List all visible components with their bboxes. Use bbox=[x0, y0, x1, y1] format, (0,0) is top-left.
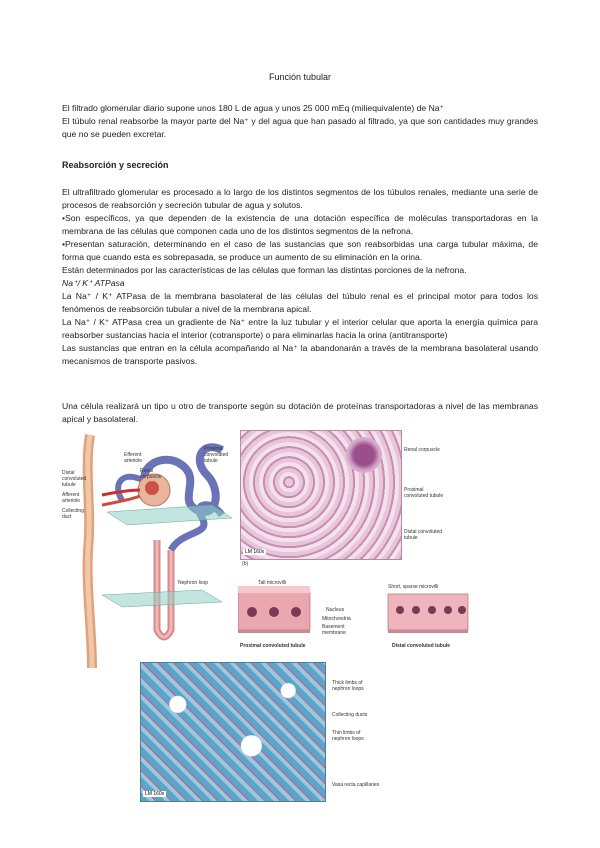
cell-diagrams bbox=[238, 580, 478, 640]
medulla-label-thick: Thick limbs of nephron loops bbox=[332, 680, 364, 692]
section-heading: Reabsorción y secreción bbox=[62, 160, 169, 170]
micrograph-b-scale: LM 160x bbox=[145, 791, 165, 797]
body-text bbox=[62, 186, 538, 368]
label-proximal-tubule: Proximal convoluted tubule bbox=[204, 446, 229, 464]
closing-text bbox=[62, 400, 538, 426]
label-nephron-loop: Nephron loop bbox=[178, 580, 209, 586]
nephron-illustration bbox=[62, 430, 242, 670]
atpase-paragraph-1: La Na⁺ / K⁺ ATPasa de la membrana basolateral de las células del túbulo renal es el principal motor para todos los fenómenos de reabsorción tubular a nivel de la membrana apical. bbox=[62, 291, 538, 314]
atpase-paragraph-3: Las sustancias que entran en la célula acompañando al Na⁺ la abandonarán a través de la membrana basolateral usando mecanismos de transporte pasivos. bbox=[62, 343, 538, 366]
medulla-label-vasa: Vasa recta capillaries bbox=[332, 782, 380, 788]
medulla-label-collecting: Collecting ducts bbox=[332, 712, 368, 718]
renal-corpuscle-spot bbox=[346, 437, 382, 473]
label-distal-tubule: Distal convoluted tubule bbox=[62, 470, 87, 488]
atpase-heading: Na⁺/ K⁺ ATPasa bbox=[62, 278, 125, 288]
label-collecting-duct: Collecting duct bbox=[62, 508, 84, 520]
micro-a-label-distal: Distal convoluted tubule bbox=[404, 529, 443, 541]
body-paragraph-1: El ultrafiltrado glomerular es procesado a lo largo de los distintos segmentos de los túbulos renales, mediante una serie de procesos de reabsorción y secreción tubular de agua y solutos. bbox=[62, 187, 538, 210]
caption-proximal: Proximal convoluted tubule bbox=[240, 643, 306, 649]
caption-distal: Distal convoluted tubule bbox=[392, 643, 451, 649]
intro-paragraph-2: El túbulo renal reabsorbe la mayor parte del Na⁺ y del agua que han pasado al filtrado, ya que son cantidades muy grandes que no se pueden excretar. bbox=[62, 116, 538, 139]
page-title: Función tubular bbox=[268, 72, 332, 82]
micrograph-a-panel: (b) bbox=[242, 561, 249, 567]
body-paragraph-2: •Son específicos, ya que dependen de la existencia de una dotación específica de moléculas transportadoras en la membrana de las células que componen cada uno de los distintos segmentos de la nefrona. bbox=[62, 213, 538, 236]
micrograph-medulla bbox=[140, 662, 326, 802]
label-mitochondria: Mitochondria bbox=[322, 616, 351, 622]
micrograph-a-scale: LM 160x bbox=[245, 549, 265, 555]
body-paragraph-3: •Presentan saturación, determinando en el caso de las sustancias que son reabsorbidas una carga tubular máxima, de forma que cuando esta es sobrepasada, se produce un aumento de su eliminación en la orina. bbox=[62, 239, 538, 262]
intro-text bbox=[62, 102, 538, 141]
micrograph-cortex bbox=[240, 430, 402, 560]
closing-paragraph: Una célula realizará un tipo u otro de transporte según su dotación de proteínas transportadoras a nivel de las membranas apical y basolateral. bbox=[62, 401, 538, 424]
proximal-cells bbox=[238, 586, 310, 633]
label-basement-membrane: Basement membrane bbox=[322, 624, 346, 636]
label-efferent-arteriole: Efferent arteriole bbox=[124, 452, 143, 464]
micro-a-label-proximal: Proximal convoluted tubule bbox=[404, 487, 444, 499]
body-paragraph-4: Están determinados por las características de las células que forman las distintas porciones de la nefrona. bbox=[62, 265, 467, 275]
label-renal-corpuscle: Renal corpuscle bbox=[140, 468, 162, 480]
medulla-label-thin: Thin limbs of nephron loops bbox=[332, 730, 364, 742]
distal-cells bbox=[388, 594, 468, 633]
label-afferent-arteriole: Afferent arteriole bbox=[62, 492, 81, 504]
intro-paragraph-1: El filtrado glomerular diario supone unos 180 L de agua y unos 25 000 mEq (miliequivalente) de Na⁺ bbox=[62, 103, 445, 113]
micro-a-label-renal-corpuscle: Renal corpuscle bbox=[404, 447, 440, 453]
nephron-diagram bbox=[62, 430, 242, 670]
label-short-microvilli: Short, sparse microvilli bbox=[388, 584, 439, 590]
atpase-paragraph-2: La Na⁺ / K⁺ ATPasa crea un gradiente de Na⁺ entre la luz tubular y el interior celular que aporta la energía química para reabsorber sustancias hacia el interior (cotransporte) o para eliminarlas hacia la orina (antitransporte) bbox=[62, 317, 538, 340]
label-nucleus: Nucleus bbox=[326, 607, 345, 613]
label-tall-microvilli: Tall microvilli bbox=[258, 580, 287, 586]
